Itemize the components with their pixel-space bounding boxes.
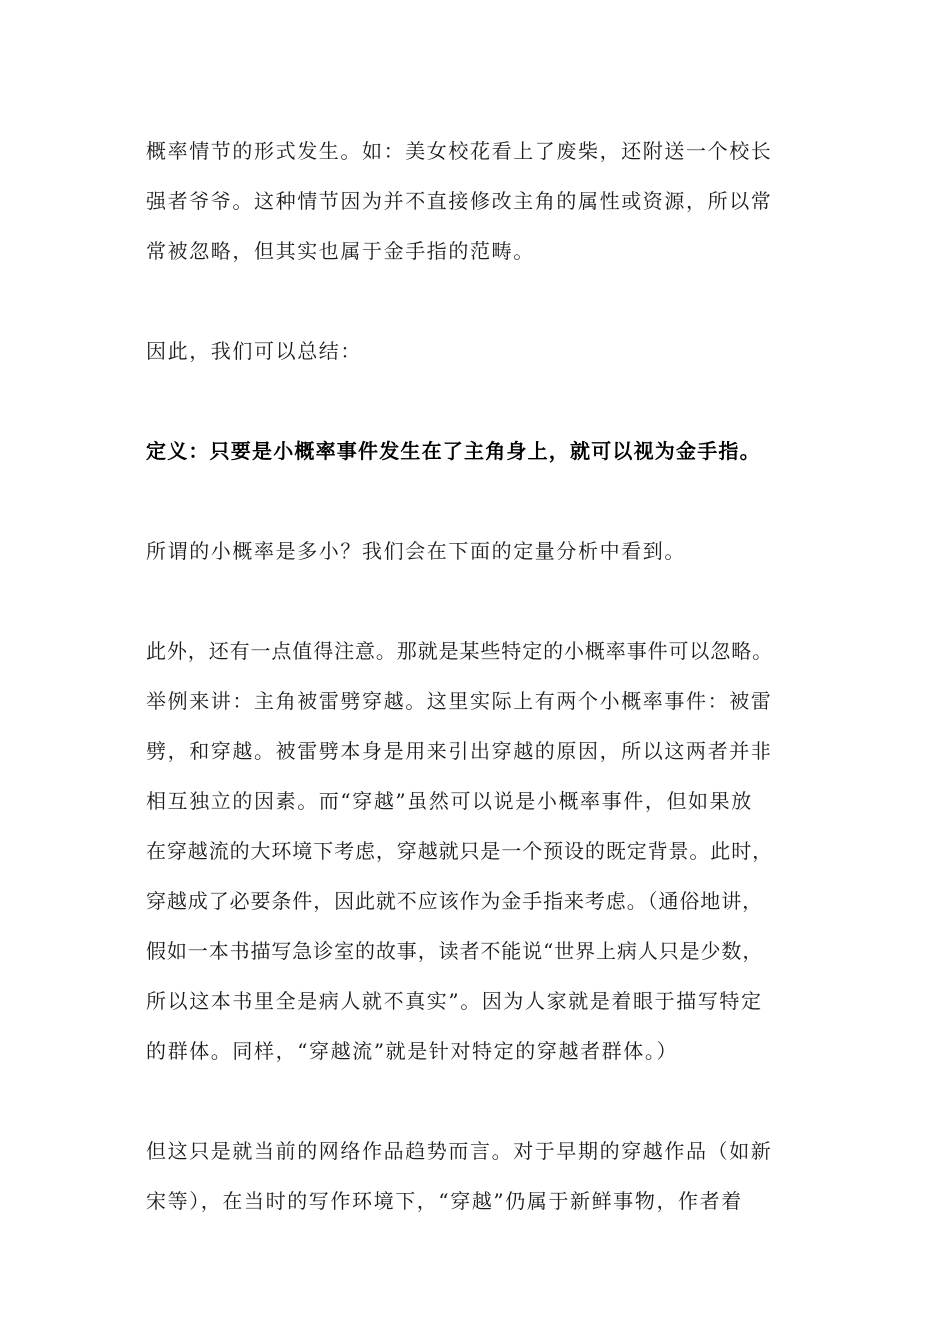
paragraph-5-line-4: 相互独立的因素。而“穿越”虽然可以说是小概率事件，但如果放 bbox=[146, 789, 753, 813]
paragraph-1-line-1: 概率情节的形式发生。如：美女校花看上了废柴，还附送一个校长 bbox=[146, 139, 773, 163]
paragraph-4-line-1: 所谓的小概率是多小？我们会在下面的定量分析中看到。 bbox=[146, 539, 686, 563]
paragraph-2-line-1: 因此，我们可以总结： bbox=[146, 339, 362, 363]
paragraph-5-line-5: 在穿越流的大环境下考虑，穿越就只是一个预设的既定背景。此时， bbox=[146, 839, 773, 863]
paragraph-5-line-1: 此外，还有一点值得注意。那就是某些特定的小概率事件可以忽略。 bbox=[146, 639, 773, 663]
paragraph-6-line-1: 但这只是就当前的网络作品趋势而言。对于早期的穿越作品（如新 bbox=[146, 1139, 773, 1163]
paragraph-5-line-7: 假如一本书描写急诊室的故事，读者不能说“世界上病人只是少数， bbox=[146, 939, 764, 963]
paragraph-1-line-3: 常被忽略，但其实也属于金手指的范畴。 bbox=[146, 239, 535, 263]
paragraph-5-line-3: 劈，和穿越。被雷劈本身是用来引出穿越的原因，所以这两者并非 bbox=[146, 739, 773, 763]
paragraph-5-line-2: 举例来讲：主角被雷劈穿越。这里实际上有两个小概率事件：被雷 bbox=[146, 689, 773, 713]
paragraph-5-line-9: 的群体。同样，“穿越流”就是针对特定的穿越者群体。） bbox=[146, 1039, 679, 1063]
paragraph-5-line-8: 所以这本书里全是病人就不真实”。因为人家就是着眼于描写特定 bbox=[146, 989, 763, 1013]
paragraph-1-line-2: 强者爷爷。这种情节因为并不直接修改主角的属性或资源，所以常 bbox=[146, 189, 773, 213]
definition-statement: 定义：只要是小概率事件发生在了主角身上，就可以视为金手指。 bbox=[146, 439, 761, 463]
paragraph-5-line-6: 穿越成了必要条件，因此就不应该作为金手指来考虑。（通俗地讲， bbox=[146, 889, 763, 913]
paragraph-6-line-2: 宋等），在当时的写作环境下，“穿越”仍属于新鲜事物，作者着 bbox=[146, 1189, 743, 1213]
